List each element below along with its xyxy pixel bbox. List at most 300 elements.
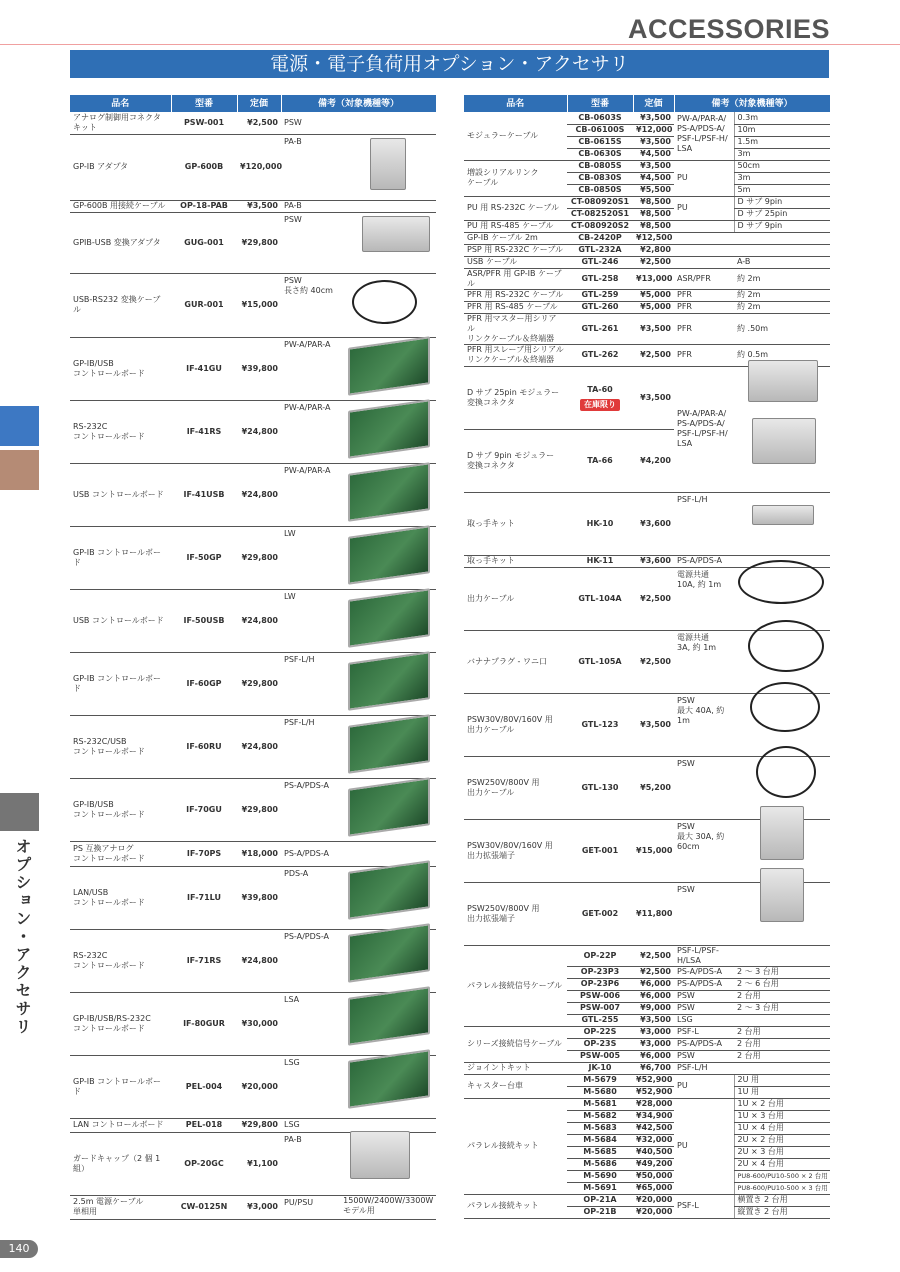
product-name: PFR 用 RS-485 ケーブル bbox=[464, 301, 567, 313]
list-price: ¥2,800 bbox=[633, 244, 674, 256]
list-price: ¥39,800 bbox=[237, 866, 281, 929]
model-number: GET-002 bbox=[567, 882, 633, 945]
product-name: GP-IB/USB コントロールボード bbox=[70, 337, 171, 400]
target-models: PS-A/PDS-A bbox=[674, 1038, 734, 1050]
output-cable-image bbox=[738, 560, 824, 604]
gp-ib-adapter-image bbox=[370, 138, 406, 190]
remarks: LSA bbox=[281, 992, 436, 1055]
list-price: ¥29,800 bbox=[237, 652, 281, 715]
list-price: ¥3,500 bbox=[633, 136, 674, 148]
target-models: PU bbox=[674, 160, 734, 196]
model-number: HK-10 bbox=[567, 492, 633, 555]
table-row bbox=[70, 1118, 436, 1132]
model-number: CT-080920S2 bbox=[567, 220, 633, 232]
product-name: GP-600B 用接続ケーブル bbox=[70, 200, 171, 212]
spec-note: 2 ～ 3 台用 bbox=[734, 1002, 830, 1014]
list-price: ¥4,200 bbox=[633, 429, 674, 492]
spec-note: 縦置き 2 台用 bbox=[734, 1206, 830, 1218]
product-name: PSW30V/80V/160V 用 出力ケーブル bbox=[464, 693, 567, 756]
remark-detail: 1500W/2400W/3300W モデル用 bbox=[343, 1195, 434, 1215]
product-name: GP-IB コントロールボード bbox=[70, 1055, 171, 1118]
spec-note: 1U × 4 台用 bbox=[734, 1122, 830, 1134]
target-models: LSG bbox=[674, 1014, 734, 1026]
product-name: LAN/USB コントロールボード bbox=[70, 866, 171, 929]
remark-target: PU/PSU bbox=[284, 1197, 314, 1207]
sidebar-tab-blue[interactable] bbox=[0, 406, 39, 446]
product-name: 取っ手キット bbox=[464, 492, 567, 555]
remarks: PSF-L/H bbox=[674, 492, 734, 555]
model-number: IF-70GU bbox=[171, 778, 237, 841]
product-name: LAN コントロールボード bbox=[70, 1118, 171, 1132]
product-name: パラレル接続キット bbox=[464, 1098, 567, 1194]
model-number: IF-41RS bbox=[171, 400, 237, 463]
list-price: ¥24,800 bbox=[237, 715, 281, 778]
model-number: M-5685 bbox=[567, 1146, 633, 1158]
list-price: ¥15,000 bbox=[237, 273, 281, 337]
list-price: ¥3,500 bbox=[633, 693, 674, 756]
target-models: PS-A/PDS-A bbox=[674, 966, 734, 978]
remarks: PW-A/PAR-A bbox=[281, 400, 436, 463]
spec-note bbox=[734, 945, 830, 966]
target-models: PSF-L/PSF-H/LSA bbox=[674, 945, 734, 966]
model-number: OP-22S bbox=[567, 1026, 633, 1038]
spec-note: 1U × 3 台用 bbox=[734, 1110, 830, 1122]
target-models: PSW bbox=[674, 990, 734, 1002]
model-number: M-5681 bbox=[567, 1098, 633, 1110]
model-text: TA-60 bbox=[587, 384, 613, 394]
remarks: LSG bbox=[281, 1055, 436, 1118]
model-number: CB-0850S bbox=[567, 184, 633, 196]
list-price: ¥49,200 bbox=[633, 1158, 674, 1170]
product-name: 出力ケーブル bbox=[464, 567, 567, 630]
remarks: PSW bbox=[281, 212, 436, 273]
model-number: HK-11 bbox=[567, 555, 633, 567]
remarks: PA-B bbox=[281, 134, 436, 200]
remarks: PDS-A bbox=[281, 866, 436, 929]
limited-stock-badge: 在庫限り bbox=[580, 399, 620, 411]
table-row bbox=[464, 1194, 830, 1206]
remarks: PS-A/PDS-A bbox=[281, 929, 436, 992]
target-models: PU bbox=[674, 196, 734, 220]
remarks: PSW 長さ約 40cm bbox=[281, 273, 436, 337]
table-row bbox=[464, 1026, 830, 1038]
page-banner: 電源・電子負荷用オプション・アクセサリ bbox=[70, 50, 829, 78]
model-number: GUG-001 bbox=[171, 212, 237, 273]
handle-kit-image bbox=[752, 505, 814, 525]
product-name: PU 用 RS-232C ケーブル bbox=[464, 196, 567, 220]
product-name: 2.5m 電源ケーブル 単相用 bbox=[70, 1195, 171, 1219]
model-number: CB-0603S bbox=[567, 112, 633, 124]
remarks: PA-B bbox=[281, 200, 436, 212]
product-name: PSW250V/800V 用 出力拡張端子 bbox=[464, 882, 567, 945]
model-number: IF-41GU bbox=[171, 337, 237, 400]
model-number: CB-06100S bbox=[567, 124, 633, 136]
spec-note: 横置き 2 台用 bbox=[734, 1194, 830, 1206]
list-price: ¥50,000 bbox=[633, 1170, 674, 1182]
target-models: PSW bbox=[674, 1002, 734, 1014]
model-number: CB-2420P bbox=[567, 232, 633, 244]
table-row bbox=[464, 232, 830, 244]
cable-length: 3m bbox=[734, 172, 830, 184]
model-number: PSW-001 bbox=[171, 112, 237, 134]
product-name: PSW30V/80V/160V 用 出力拡張端子 bbox=[464, 819, 567, 882]
list-price: ¥29,800 bbox=[237, 212, 281, 273]
table-row bbox=[464, 945, 830, 966]
model-number: JK-10 bbox=[567, 1062, 633, 1074]
spec-note: PU8-600/PU10-500 × 3 台用 bbox=[734, 1182, 830, 1194]
product-name: シリーズ接続信号ケーブル bbox=[464, 1026, 567, 1062]
target-models: PU bbox=[674, 1074, 734, 1098]
cable-length: 1.5m bbox=[734, 136, 830, 148]
model-number: GTL-258 bbox=[567, 268, 633, 289]
spec-note: 1U × 2 台用 bbox=[734, 1098, 830, 1110]
target-models: PFR bbox=[674, 289, 734, 301]
model-number: GTL-255 bbox=[567, 1014, 633, 1026]
list-price: ¥34,900 bbox=[633, 1110, 674, 1122]
model-number: IF-50USB bbox=[171, 589, 237, 652]
cable-length: 0.3m bbox=[734, 112, 830, 124]
list-price: ¥5,500 bbox=[633, 184, 674, 196]
product-name: 増設シリアルリンク ケーブル bbox=[464, 160, 567, 196]
product-name: PU 用 RS-485 ケーブル bbox=[464, 220, 567, 232]
model-number: PEL-018 bbox=[171, 1118, 237, 1132]
remarks: PW-A/PAR-A bbox=[281, 463, 436, 526]
list-price: ¥12,500 bbox=[633, 232, 674, 244]
table-row bbox=[70, 841, 436, 866]
model-number: GTL-246 bbox=[567, 256, 633, 268]
spec-note bbox=[734, 1014, 830, 1026]
model-number: M-5686 bbox=[567, 1158, 633, 1170]
model-number: PEL-004 bbox=[171, 1055, 237, 1118]
remarks: PS-A/PDS-A bbox=[281, 778, 436, 841]
model-number bbox=[567, 366, 633, 429]
spec-note: 2 台用 bbox=[734, 1038, 830, 1050]
list-price: ¥20,000 bbox=[633, 1194, 674, 1206]
list-price: ¥2,500 bbox=[633, 344, 674, 366]
spec-note: 2 台用 bbox=[734, 990, 830, 1002]
model-number: GTL-104A bbox=[567, 567, 633, 630]
list-price: ¥2,500 bbox=[633, 630, 674, 693]
model-number: CT-080920S1 bbox=[567, 196, 633, 208]
model-number: CB-0630S bbox=[567, 148, 633, 160]
product-name: PFR 用マスター用シリアル リンクケーブル＆終端器 bbox=[464, 313, 567, 344]
list-price: ¥3,500 bbox=[237, 200, 281, 212]
model-number: M-5679 bbox=[567, 1074, 633, 1086]
spec-note: PU8-600/PU10-500 × 2 台用 bbox=[734, 1170, 830, 1182]
product-name: モジュラーケーブル bbox=[464, 112, 567, 160]
table-row bbox=[464, 256, 830, 268]
model-number: PSW-007 bbox=[567, 1002, 633, 1014]
list-price: ¥52,900 bbox=[633, 1086, 674, 1098]
model-number: PSW-006 bbox=[567, 990, 633, 1002]
remarks: PSW 最大 30A, 約 60cm bbox=[674, 819, 734, 882]
target-models: PFR bbox=[674, 313, 734, 344]
output-cable-image bbox=[756, 746, 816, 798]
product-name: 取っ手キット bbox=[464, 555, 567, 567]
target-models bbox=[674, 256, 734, 268]
table-row bbox=[464, 1062, 830, 1074]
product-name: D サブ 9pin モジュラー 変換コネクタ bbox=[464, 429, 567, 492]
target-models bbox=[674, 244, 734, 256]
list-price: ¥3,500 bbox=[633, 313, 674, 344]
model-number: CT-082520S1 bbox=[567, 208, 633, 220]
spec-note: 2U × 2 台用 bbox=[734, 1134, 830, 1146]
list-price: ¥32,000 bbox=[633, 1134, 674, 1146]
target-models: PS-A/PDS-A bbox=[674, 978, 734, 990]
product-name: キャスター台車 bbox=[464, 1074, 567, 1098]
model-number: GET-001 bbox=[567, 819, 633, 882]
model-number: M-5690 bbox=[567, 1170, 633, 1182]
product-name: GP-IB ケーブル 2m bbox=[464, 232, 567, 244]
product-name: パラレル接続キット bbox=[464, 1194, 567, 1218]
list-price: ¥15,000 bbox=[633, 819, 674, 882]
list-price: ¥42,500 bbox=[633, 1122, 674, 1134]
target-models: PU bbox=[674, 1098, 734, 1194]
model-number: CW-0125N bbox=[171, 1195, 237, 1219]
page-number: 140 bbox=[0, 1240, 38, 1258]
remarks: 電源共通 3A, 約 1m bbox=[674, 630, 734, 693]
right-table-header bbox=[464, 95, 830, 112]
spec-note: 2 ～ 6 台用 bbox=[734, 978, 830, 990]
output-cable-image bbox=[750, 682, 820, 732]
product-name bbox=[464, 366, 567, 429]
model-number: CB-0830S bbox=[567, 172, 633, 184]
target-models: PSF-L bbox=[674, 1194, 734, 1218]
model-number: M-5683 bbox=[567, 1122, 633, 1134]
connector-type: D サブ 25pin bbox=[734, 208, 830, 220]
target-models: PSF-L bbox=[674, 1026, 734, 1038]
list-price: ¥18,000 bbox=[237, 841, 281, 866]
model-number: GP-600B bbox=[171, 134, 237, 200]
spec-note: 2U × 3 台用 bbox=[734, 1146, 830, 1158]
target-models bbox=[674, 220, 734, 232]
section-title: ACCESSORIES bbox=[627, 14, 830, 44]
product-name: GP-IB アダプタ bbox=[70, 134, 171, 200]
model-number: OP-20GC bbox=[171, 1132, 237, 1195]
list-price: ¥24,800 bbox=[237, 400, 281, 463]
list-price: ¥24,800 bbox=[237, 929, 281, 992]
list-price: ¥6,700 bbox=[633, 1062, 674, 1074]
table-row bbox=[70, 1195, 436, 1219]
remarks: PSW bbox=[281, 112, 436, 134]
list-price: ¥40,500 bbox=[633, 1146, 674, 1158]
product-name: USB ケーブル bbox=[464, 256, 567, 268]
list-price: ¥2,500 bbox=[633, 567, 674, 630]
product-name: ジョイントキット bbox=[464, 1062, 567, 1074]
product-name: GP-IB コントロールボード bbox=[70, 526, 171, 589]
cable-length: 5m bbox=[734, 184, 830, 196]
cable-length: 10m bbox=[734, 124, 830, 136]
dsub25-connector-image bbox=[748, 360, 818, 402]
product-name: RS-232C コントロールボード bbox=[70, 929, 171, 992]
table-row bbox=[464, 160, 830, 172]
list-price: ¥8,500 bbox=[633, 220, 674, 232]
list-price: ¥24,800 bbox=[237, 463, 281, 526]
connector-type: D サブ 9pin bbox=[734, 220, 830, 232]
sidebar-tab-brown[interactable] bbox=[0, 450, 39, 490]
product-name: ASR/PFR 用 GP-IB ケーブル bbox=[464, 268, 567, 289]
product-name: USB コントロールボード bbox=[70, 589, 171, 652]
list-price: ¥30,000 bbox=[237, 992, 281, 1055]
list-price: ¥3,000 bbox=[633, 1026, 674, 1038]
model-number: GTL-262 bbox=[567, 344, 633, 366]
spec-note: 約 0.5m bbox=[734, 344, 830, 366]
model-number: OP-21A bbox=[567, 1194, 633, 1206]
power-supply-image bbox=[760, 868, 804, 922]
model-number: PSW-005 bbox=[567, 1050, 633, 1062]
sidebar-tab-gray[interactable] bbox=[0, 793, 39, 831]
list-price: ¥2,500 bbox=[237, 112, 281, 134]
spec-note: 約 2m bbox=[734, 301, 830, 313]
list-price: ¥3,600 bbox=[633, 492, 674, 555]
model-number: GUR-001 bbox=[171, 273, 237, 337]
spec-note: 2U × 4 台用 bbox=[734, 1158, 830, 1170]
remarks: PW-A/PAR-A bbox=[281, 337, 436, 400]
list-price: ¥28,000 bbox=[633, 1098, 674, 1110]
list-price: ¥3,500 bbox=[633, 160, 674, 172]
product-name-text: D サブ 25pin モジュラー 変換コネクタ bbox=[467, 387, 560, 407]
list-price: ¥6,000 bbox=[633, 1050, 674, 1062]
model-number: IF-41USB bbox=[171, 463, 237, 526]
header-price: 定価 bbox=[633, 95, 674, 112]
model-number: GTL-259 bbox=[567, 289, 633, 301]
list-price: ¥3,600 bbox=[633, 555, 674, 567]
spec-note: 1U 用 bbox=[734, 1086, 830, 1098]
remarks: PSF-L/H bbox=[281, 652, 436, 715]
list-price: ¥5,000 bbox=[633, 301, 674, 313]
model-number: OP-23P3 bbox=[567, 966, 633, 978]
header-price: 定価 bbox=[237, 95, 281, 112]
table-row bbox=[464, 1098, 830, 1110]
power-supply-image bbox=[760, 806, 804, 860]
header-remarks: 備考（対象機種等） bbox=[674, 95, 830, 112]
spec-note: 2U 用 bbox=[734, 1074, 830, 1086]
list-price: ¥29,800 bbox=[237, 526, 281, 589]
table-row bbox=[464, 196, 830, 208]
list-price: ¥8,500 bbox=[633, 208, 674, 220]
target-models: PFR bbox=[674, 301, 734, 313]
list-price: ¥5,000 bbox=[633, 289, 674, 301]
usb-rs232-cable-image bbox=[352, 280, 417, 324]
header-name: 品名 bbox=[464, 95, 567, 112]
model-number: GTL-232A bbox=[567, 244, 633, 256]
product-name: アナログ制御用コネクタキット bbox=[70, 112, 171, 134]
model-number: IF-60RU bbox=[171, 715, 237, 778]
list-price: ¥6,000 bbox=[633, 990, 674, 1002]
remarks: LW bbox=[281, 526, 436, 589]
remarks: PA-B bbox=[281, 1132, 436, 1195]
model-number: OP-23S bbox=[567, 1038, 633, 1050]
cable-length: 50cm bbox=[734, 160, 830, 172]
left-table-header bbox=[70, 95, 436, 112]
table-row bbox=[70, 200, 436, 212]
table-row bbox=[464, 289, 830, 301]
target-models: PW-A/PAR-A/ PS-A/PDS-A/ PSF-L/PSF-H/ LSA bbox=[674, 366, 734, 492]
remarks: PSF-L/H bbox=[281, 715, 436, 778]
target-models bbox=[674, 232, 734, 244]
model-number: GTL-260 bbox=[567, 301, 633, 313]
list-price: ¥2,500 bbox=[633, 966, 674, 978]
spec-note: 約 .50m bbox=[734, 313, 830, 344]
list-price: ¥2,500 bbox=[633, 256, 674, 268]
model-number: IF-60GP bbox=[171, 652, 237, 715]
model-number: GTL-105A bbox=[567, 630, 633, 693]
list-price: ¥120,000 bbox=[237, 134, 281, 200]
product-name: GPIB-USB 変換アダプタ bbox=[70, 212, 171, 273]
list-price: ¥8,500 bbox=[633, 196, 674, 208]
product-name: RS-232C/USB コントロールボード bbox=[70, 715, 171, 778]
model-number: M-5691 bbox=[567, 1182, 633, 1194]
product-name: パラレル接続信号ケーブル bbox=[464, 945, 567, 1026]
header-model: 型番 bbox=[567, 95, 633, 112]
list-price: ¥39,800 bbox=[237, 337, 281, 400]
product-name: RS-232C コントロールボード bbox=[70, 400, 171, 463]
table-row bbox=[70, 112, 436, 134]
list-price: ¥3,500 bbox=[633, 1014, 674, 1026]
sidebar-section-label: オプション・アクセサリ bbox=[13, 838, 32, 1036]
remarks: PSW 最大 40A, 約 1m bbox=[674, 693, 734, 756]
remarks: LW bbox=[281, 589, 436, 652]
remarks: PS-A/PDS-A bbox=[674, 555, 830, 567]
spec-note: 約 2m bbox=[734, 289, 830, 301]
table-row bbox=[464, 1074, 830, 1086]
list-price: ¥4,500 bbox=[633, 172, 674, 184]
model-number: OP-23P6 bbox=[567, 978, 633, 990]
table-row bbox=[464, 313, 830, 344]
list-price: ¥29,800 bbox=[237, 1118, 281, 1132]
model-number: IF-50GP bbox=[171, 526, 237, 589]
dsub9-connector-image bbox=[752, 418, 816, 464]
list-price: ¥24,800 bbox=[237, 589, 281, 652]
spec-note bbox=[734, 232, 830, 244]
product-name: PFR 用スレーブ用シリアル リンクケーブル＆終端器 bbox=[464, 344, 567, 366]
product-name: USB-RS232 変換ケーブル bbox=[70, 273, 171, 337]
header-remarks: 備考（対象機種等） bbox=[281, 95, 436, 112]
product-name: バナナプラグ - ワニ口 bbox=[464, 630, 567, 693]
spec-note bbox=[734, 244, 830, 256]
model-number: IF-71LU bbox=[171, 866, 237, 929]
product-name: GP-IB/USB/RS-232C コントロールボード bbox=[70, 992, 171, 1055]
list-price: ¥1,100 bbox=[237, 1132, 281, 1195]
product-name: USB コントロールボード bbox=[70, 463, 171, 526]
target-models: PW-A/PAR-A/ PS-A/PDS-A/ PSF-L/PSF-H/ LSA bbox=[674, 112, 734, 160]
list-price: ¥3,000 bbox=[237, 1195, 281, 1219]
list-price: ¥20,000 bbox=[237, 1055, 281, 1118]
remarks: 電源共通 10A, 約 1m bbox=[674, 567, 734, 630]
model-number: CB-0615S bbox=[567, 136, 633, 148]
spec-note: 2 台用 bbox=[734, 1050, 830, 1062]
product-name: PFR 用 RS-232C ケーブル bbox=[464, 289, 567, 301]
product-name: ガードキャップ（2 個 1 組） bbox=[70, 1132, 171, 1195]
table-row bbox=[464, 301, 830, 313]
model-number: GTL-130 bbox=[567, 756, 633, 819]
model-number: GTL-123 bbox=[567, 693, 633, 756]
guard-cap-image bbox=[350, 1131, 410, 1179]
model-number: OP-18-PAB bbox=[171, 200, 237, 212]
model-number: GTL-261 bbox=[567, 313, 633, 344]
gpib-usb-adapter-image bbox=[362, 216, 430, 252]
model-number: M-5682 bbox=[567, 1110, 633, 1122]
model-number: M-5684 bbox=[567, 1134, 633, 1146]
model-number: M-5680 bbox=[567, 1086, 633, 1098]
list-price: ¥12,000 bbox=[633, 124, 674, 136]
spec-note: A-B bbox=[734, 256, 830, 268]
target-models: PSW bbox=[674, 1050, 734, 1062]
list-price: ¥11,800 bbox=[633, 882, 674, 945]
model-number: IF-80GUR bbox=[171, 992, 237, 1055]
target-models: PFR bbox=[674, 344, 734, 366]
remarks: LSG bbox=[281, 1118, 436, 1132]
